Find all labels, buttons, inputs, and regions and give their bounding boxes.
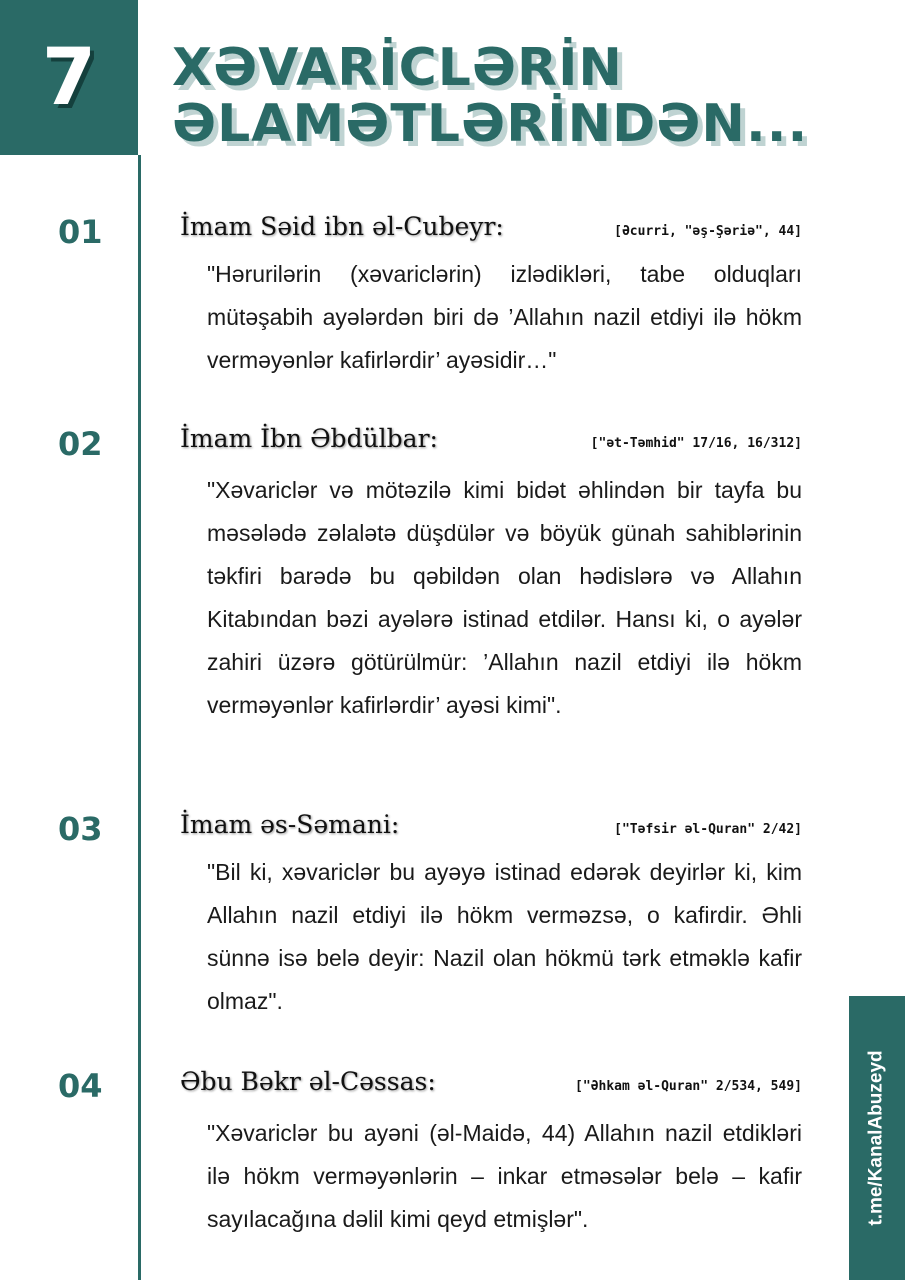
item-author: İmam əs-Səmani:: [180, 810, 400, 839]
item-index-01: 01: [58, 213, 103, 251]
item-header-02: [180, 424, 802, 453]
telegram-channel-link[interactable]: t.me/KanalAbuzeyd: [866, 1050, 888, 1226]
item-author: İmam Səid ibn əl-Cubeyr:: [180, 212, 504, 241]
page-title: [172, 40, 892, 152]
item-quote: "Xəvariclər və mötəzilə kimi bidət əhlindən bir tayfa bu məsələdə zəlalətə düşdülər və böyük günah sahiblərinin təkfiri barədə bu qəbildən olan hədislərə və Allahın Kitabından bəzi ayələrə istinad etdilər. Hansı ki, o ayələr zahiri üzərə götürülmür: ’Allahın nazil etdiyi ilə hökm verməyənlər kafirlərdir’ ayəsi kimi".: [207, 477, 802, 718]
item-quote: "Xəvariclər bu ayəni (əl-Maidə, 44) Allahın nazil etdikləri ilə hökm verməyənlərin – inkar etməsələr belə – kafir sayılacağına dəlil kimi qeyd etmişlər".: [207, 1120, 802, 1232]
item-header-01: [180, 212, 802, 241]
item-source: ["Əhkam əl-Quran" 2/534, 549]: [575, 1079, 802, 1094]
page-title-line2: ƏLAMƏTLƏRİNDƏN...: [172, 94, 809, 154]
item-header-04: [180, 1067, 802, 1096]
page-title-line1: XƏVARİCLƏRİN: [172, 38, 623, 98]
telegram-channel-tab[interactable]: [849, 996, 905, 1280]
item-author: Əbu Bəkr əl-Cəssas:: [180, 1067, 436, 1096]
item-quote: "Bil ki, xəvariclər bu ayəyə istinad edərək deyirlər ki, kim Allahın nazil etdiyi ilə hökm verməzsə, o kafirdir. Əhli sünnə isə belə deyir: Nazil olan hökmü tərk etməklə kafir olmaz".: [207, 859, 802, 1014]
chapter-number-box: [0, 0, 138, 155]
item-quote: "Hərurilərin (xəvariclərin) izlədikləri, tabe olduqları mütəşabih ayələrdən biri də ’Allahın nazil etdiyi ilə hökm verməyənlər kafirlərdir’ ayəsidir…": [207, 261, 802, 373]
item-source: ["Təfsir əl-Quran" 2/42]: [614, 822, 802, 837]
item-index-04: 04: [58, 1067, 103, 1105]
item-source: ["ət-Təmhid" 17/16, 16/312]: [590, 436, 802, 451]
item-header-03: [180, 810, 802, 839]
item-author: İmam İbn Əbdülbar:: [180, 424, 438, 453]
item-index-02: 02: [58, 425, 103, 463]
chapter-number: 7: [41, 32, 97, 123]
vertical-divider: [138, 155, 141, 1280]
item-source: [Əcurri, "əş-Şəriə", 44]: [614, 224, 802, 239]
item-index-03: 03: [58, 810, 103, 848]
